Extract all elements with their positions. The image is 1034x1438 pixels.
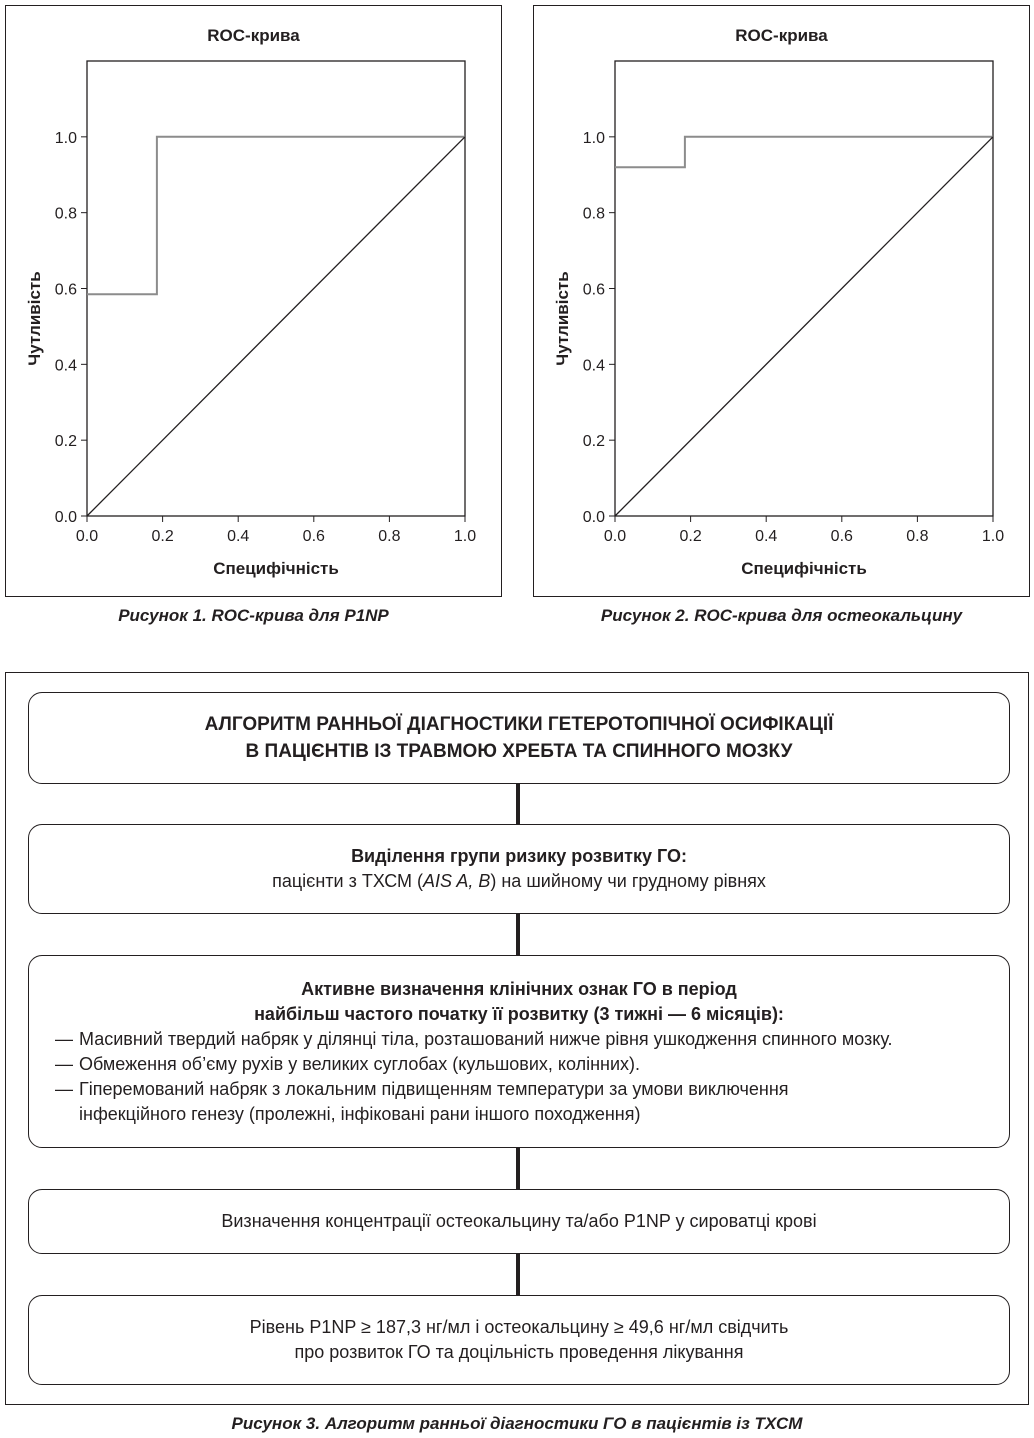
y-tick-label: 0.4 [54,357,77,375]
chart-title: ROC-крива [207,26,300,45]
list-item [55,1027,1009,1052]
y-tick-label: 0.4 [582,357,605,375]
plot-area [87,61,465,516]
lab-test-text: Визначення концентрації остеокальцину та/або P1NP у сироватці крові [221,1211,817,1231]
y-tick-label: 0.6 [54,281,77,299]
x-tick-label: 0.4 [755,528,778,545]
connector-line [516,1148,520,1189]
x-tick-label: 0.0 [75,528,99,545]
x-tick-label: 0.8 [378,528,401,545]
connector-line [516,784,520,824]
algorithm-title-line-1: АЛГОРИТМ РАННЬОЇ ДІАГНОСТИКИ ГЕТЕРОТОПІЧНОЇ ОСИФІКАЦІЇ [204,714,834,735]
x-tick-label: 0.4 [227,528,250,545]
risk-group-heading: Виділення групи ризику розвитку ГО: [351,846,687,866]
y-tick-label: 0.8 [582,205,605,223]
risk-group-text-post: ) на шийному чи грудному рівнях [490,871,766,891]
risk-group-description [272,869,766,894]
roc-curve-line [615,137,993,167]
conclusion-line-2: про розвиток ГО та доцільність проведення лікування [294,1342,744,1362]
x-tick-label: 0.6 [302,528,325,545]
roc-chart-p1np [5,5,502,597]
y-axis-label: Чутливість [553,271,572,366]
list-item-text: Гіперемований набряк з локальним підвищенням температури за умови виключення інфекційного генезу (пролежні, інфіковані рани іншого походження) [79,1078,789,1124]
reference-diagonal-line [87,137,465,516]
clinical-signs-box [28,955,1010,1148]
x-tick-label: 0.8 [906,528,929,545]
clinical-signs-heading-2: найбільш частого початку її розвитку (3 тижні — 6 місяців): [254,1003,784,1024]
y-tick-label: 1.0 [54,129,77,147]
risk-group-ais: AIS A, B [423,871,491,891]
figure-1-caption: Рисунок 1. ROC-крива для P1NP [118,606,389,625]
connector-line [516,914,520,955]
x-tick-label: 0.0 [603,528,627,545]
reference-diagonal-line [615,137,993,516]
x-tick-label: 0.2 [679,528,702,545]
y-tick-label: 0.0 [582,509,605,526]
list-item [55,1077,1009,1127]
x-tick-label: 0.2 [151,528,174,545]
list-item [55,1052,1009,1077]
algorithm-flowchart [5,672,1029,1405]
y-axis-label: Чутливість [25,271,44,366]
figure-2-caption: Рисунок 2. ROC-крива для остеокальцину [600,606,963,625]
figure-3-caption: Рисунок 3. Алгоритм ранньої діагностики ГО в пацієнтів із ТХСМ [231,1414,803,1433]
y-tick-label: 0.6 [582,281,605,299]
roc-plot-osteocalcin [534,6,1031,598]
x-axis-label: Специфічність [741,559,867,578]
y-tick-label: 0.2 [582,433,605,451]
risk-group-text-pre: пацієнти з ТХСМ ( [272,871,424,891]
x-tick-label: 1.0 [981,528,1005,545]
y-tick-label: 1.0 [582,129,605,147]
plot-area [615,61,993,516]
algorithm-title-box [28,692,1010,784]
clinical-signs-heading-1: Активне визначення клінічних ознак ГО в період [301,978,737,999]
dash-marker: — [55,1078,73,1099]
conclusion-box [28,1295,1010,1385]
roc-plot-p1np [6,6,503,598]
list-item-text: Обмеження об’єму рухів у великих суглобах (кульшових, колінних). [79,1053,641,1074]
conclusion-line-1: Рівень P1NP ≥ 187,3 нг/мл і остеокальцину ≥ 49,6 нг/мл свідчить [249,1317,789,1337]
lab-test-box [28,1189,1010,1254]
chart-title: ROC-крива [735,26,828,45]
roc-chart-osteocalcin [533,5,1030,597]
connector-line [516,1254,520,1295]
y-tick-label: 0.2 [54,433,77,451]
list-item-text: Масивний твердий набряк у ділянці тіла, розташований нижче рівня ушкодження спинного мозку. [79,1028,893,1049]
dash-marker: — [55,1053,73,1074]
roc-curve-line [87,137,465,294]
y-tick-label: 0.8 [54,205,77,223]
algorithm-title-line-2: В ПАЦІЄНТІВ ІЗ ТРАВМОЮ ХРЕБТА ТА СПИННОГО МОЗКУ [245,741,793,762]
y-tick-label: 0.0 [54,509,77,526]
x-tick-label: 1.0 [453,528,477,545]
x-tick-label: 0.6 [830,528,853,545]
risk-group-box [28,824,1010,914]
dash-marker: — [55,1028,73,1049]
clinical-signs-list [29,1027,1009,1127]
x-axis-label: Специфічність [213,559,339,578]
